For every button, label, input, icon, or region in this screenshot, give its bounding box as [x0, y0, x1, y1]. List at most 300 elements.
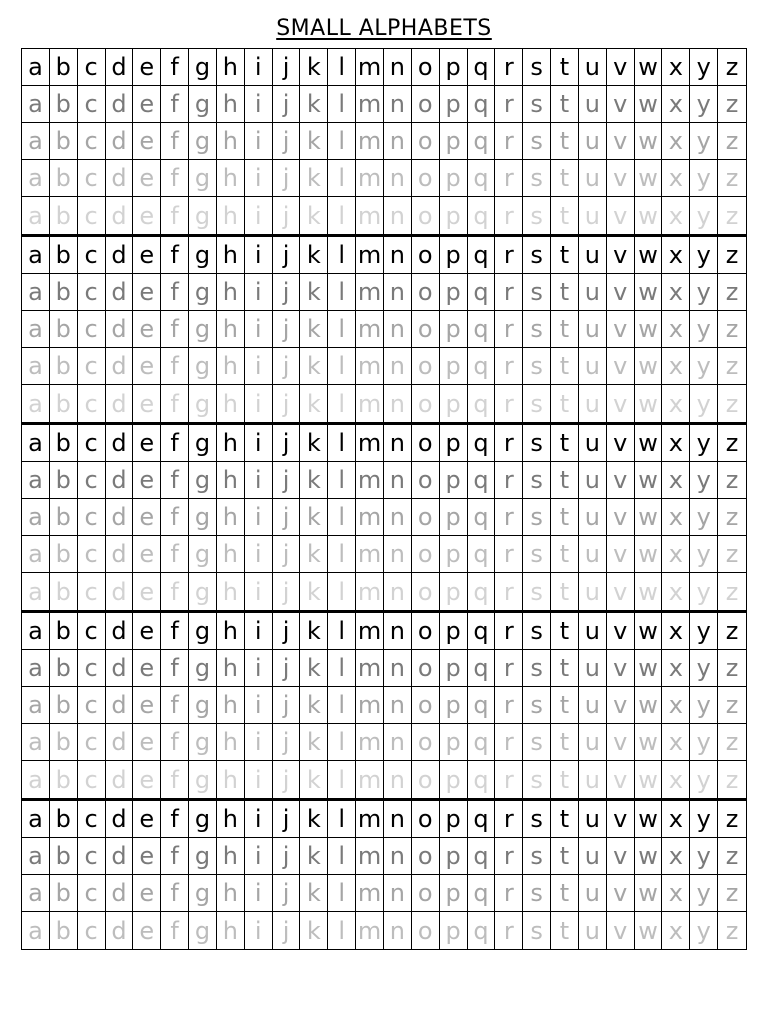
letter-cell-d: d	[106, 912, 134, 949]
letter-cell-i: i	[245, 650, 273, 686]
letter-cell-d: d	[106, 536, 134, 572]
letter-cell-w: w	[635, 875, 663, 911]
letter-cell-o: o	[412, 425, 440, 461]
letter-cell-i: i	[245, 49, 273, 85]
letter-cell-l: l	[328, 912, 356, 949]
letter-cell-d: d	[106, 237, 134, 273]
letter-cell-g: g	[189, 49, 217, 85]
letter-cell-d: d	[106, 274, 134, 310]
letter-cell-z: z	[725, 201, 739, 230]
letter-cell-d: d	[106, 724, 134, 760]
letter-cell-v: v	[607, 801, 635, 837]
letter-cell-l: l	[328, 49, 356, 85]
letter-cell-d: d	[106, 348, 134, 384]
letter-cell-x: x	[662, 348, 690, 384]
letter-cell-f: f	[161, 536, 189, 572]
letter-cell-r: r	[495, 274, 523, 310]
letter-cell-b: b	[50, 801, 78, 837]
letter-cell-k: k	[300, 197, 328, 234]
letter-cell-u: u	[579, 613, 607, 649]
letter-cell-v: v	[607, 311, 635, 347]
letter-cell-f: f	[161, 237, 189, 273]
letter-cell-q: q	[468, 274, 496, 310]
letter-cell-b: b	[50, 875, 78, 911]
letter-cell-y: y	[690, 385, 718, 422]
letter-cell-b: b	[50, 687, 78, 723]
letter-cell-f: f	[161, 838, 189, 874]
letter-cell-w: w	[635, 311, 663, 347]
letter-cell-u: u	[579, 86, 607, 122]
practice-block	[22, 611, 746, 799]
alphabet-row-solid	[22, 237, 746, 274]
letter-cell-d: d	[106, 613, 134, 649]
letter-cell-d: d	[106, 123, 134, 159]
letter-cell-j: j	[273, 499, 301, 535]
letter-cell-x: x	[662, 462, 690, 498]
letter-cell-d: d	[106, 197, 134, 234]
letter-cell-n: n	[384, 237, 412, 273]
letter-cell-w: w	[635, 912, 663, 949]
letter-cell-a: a	[22, 348, 50, 384]
letter-cell-q: q	[468, 650, 496, 686]
letter-cell-z: z	[725, 654, 739, 682]
letter-cell-m: m	[356, 912, 384, 949]
letter-cell-h: h	[217, 160, 245, 196]
letter-cell-v: v	[607, 86, 635, 122]
letter-cell-f: f	[161, 160, 189, 196]
letter-cell-s: s	[523, 274, 551, 310]
letter-cell-u: u	[579, 425, 607, 461]
letter-cell-t: t	[551, 761, 579, 798]
letter-cell-z: z	[725, 352, 739, 380]
letter-cell-o: o	[412, 237, 440, 273]
letter-cell-e: e	[133, 274, 161, 310]
letter-cell-q: q	[468, 123, 496, 159]
letter-cell-h: h	[217, 237, 245, 273]
letter-cell-i: i	[245, 724, 273, 760]
letter-cell-c: c	[78, 912, 106, 949]
letter-cell-p: p	[440, 875, 468, 911]
letter-cell-m: m	[356, 536, 384, 572]
letter-cell-j: j	[273, 160, 301, 196]
letter-cell-b: b	[50, 650, 78, 686]
letter-cell-y: y	[690, 462, 718, 498]
practice-block	[22, 235, 746, 423]
letter-cell-n: n	[384, 86, 412, 122]
letter-cell-a: a	[22, 425, 50, 461]
letter-cell-n: n	[384, 49, 412, 85]
letter-cell-m: m	[356, 687, 384, 723]
letter-cell-b: b	[50, 499, 78, 535]
letter-cell-p: p	[440, 499, 468, 535]
letter-cell-b: b	[50, 197, 78, 234]
letter-cell-o: o	[412, 573, 440, 610]
letter-cell-e: e	[133, 462, 161, 498]
letter-cell-b: b	[50, 536, 78, 572]
letter-cell-n: n	[384, 385, 412, 422]
letter-cell-c: c	[78, 801, 106, 837]
letter-cell-m: m	[356, 801, 384, 837]
letter-cell-z: z	[725, 879, 739, 907]
letter-cell-m: m	[356, 160, 384, 196]
letter-cell-e: e	[133, 838, 161, 874]
alphabet-practice-grid	[21, 48, 747, 950]
letter-cell-b: b	[50, 912, 78, 949]
letter-cell-q: q	[468, 613, 496, 649]
letter-cell-n: n	[384, 425, 412, 461]
letter-cell-j: j	[273, 650, 301, 686]
letter-cell-a: a	[22, 311, 50, 347]
letter-cell-q: q	[468, 348, 496, 384]
letter-cell-v: v	[607, 912, 635, 949]
letter-cell-h: h	[217, 875, 245, 911]
letter-cell-i: i	[245, 197, 273, 234]
letter-cell-x: x	[662, 613, 690, 649]
letter-cell-c: c	[78, 875, 106, 911]
letter-cell-s: s	[523, 761, 551, 798]
letter-cell-o: o	[412, 197, 440, 234]
letter-cell-s: s	[523, 123, 551, 159]
letter-cell-x: x	[662, 385, 690, 422]
letter-cell-z: z	[725, 617, 739, 645]
letter-cell-p: p	[440, 573, 468, 610]
letter-cell-z: z	[725, 842, 739, 870]
letter-cell-q: q	[468, 311, 496, 347]
letter-cell-g: g	[189, 462, 217, 498]
letter-cell-x: x	[662, 86, 690, 122]
letter-cell-n: n	[384, 801, 412, 837]
letter-cell-w: w	[635, 86, 663, 122]
letter-cell-l: l	[328, 650, 356, 686]
letter-cell-v: v	[607, 160, 635, 196]
letter-cell-w: w	[635, 613, 663, 649]
letter-cell-l: l	[328, 724, 356, 760]
letter-cell-d: d	[106, 650, 134, 686]
letter-cell-j: j	[273, 425, 301, 461]
letter-cell-g: g	[189, 197, 217, 234]
letter-cell-c: c	[78, 49, 106, 85]
letter-cell-a: a	[22, 462, 50, 498]
letter-cell-o: o	[412, 724, 440, 760]
letter-cell-a: a	[22, 197, 50, 234]
letter-cell-j: j	[273, 462, 301, 498]
letter-cell-r: r	[495, 912, 523, 949]
letter-cell-s: s	[523, 536, 551, 572]
letter-cell-l: l	[328, 838, 356, 874]
letter-cell-n: n	[384, 160, 412, 196]
letter-cell-d: d	[106, 86, 134, 122]
letter-cell-j: j	[273, 801, 301, 837]
letter-cell-w: w	[635, 499, 663, 535]
letter-cell-h: h	[217, 687, 245, 723]
letter-cell-g: g	[189, 425, 217, 461]
letter-cell-x: x	[662, 160, 690, 196]
letter-cell-g: g	[189, 724, 217, 760]
letter-cell-e: e	[133, 801, 161, 837]
letter-cell-y: y	[690, 801, 718, 837]
letter-cell-a: a	[22, 123, 50, 159]
letter-cell-e: e	[133, 912, 161, 949]
letter-cell-e: e	[133, 613, 161, 649]
letter-cell-e: e	[133, 724, 161, 760]
letter-cell-u: u	[579, 123, 607, 159]
letter-cell-r: r	[495, 86, 523, 122]
letter-cell-z: z	[725, 278, 739, 306]
letter-cell-c: c	[78, 499, 106, 535]
letter-cell-j: j	[273, 687, 301, 723]
letter-cell-x: x	[662, 49, 690, 85]
letter-cell-y: y	[690, 761, 718, 798]
alphabet-row-trace	[22, 573, 746, 610]
letter-cell-q: q	[468, 573, 496, 610]
letter-cell-v: v	[607, 425, 635, 461]
letter-cell-s: s	[523, 650, 551, 686]
letter-cell-g: g	[189, 650, 217, 686]
letter-cell-u: u	[579, 573, 607, 610]
letter-cell-w: w	[635, 274, 663, 310]
letter-cell-j: j	[273, 311, 301, 347]
letter-cell-s: s	[523, 724, 551, 760]
letter-cell-u: u	[579, 237, 607, 273]
letter-cell-e: e	[133, 536, 161, 572]
letter-cell-e: e	[133, 499, 161, 535]
letter-cell-m: m	[356, 761, 384, 798]
letter-cell-b: b	[50, 385, 78, 422]
letter-cell-u: u	[579, 912, 607, 949]
letter-cell-n: n	[384, 650, 412, 686]
letter-cell-s: s	[523, 197, 551, 234]
letter-cell-l: l	[328, 499, 356, 535]
letter-cell-w: w	[635, 123, 663, 159]
letter-cell-c: c	[78, 160, 106, 196]
letter-cell-e: e	[133, 311, 161, 347]
letter-cell-f: f	[161, 274, 189, 310]
letter-cell-p: p	[440, 348, 468, 384]
letter-cell-q: q	[468, 86, 496, 122]
letter-cell-i: i	[245, 425, 273, 461]
letter-cell-c: c	[78, 462, 106, 498]
letter-cell-z: z	[725, 90, 739, 118]
letter-cell-w: w	[635, 385, 663, 422]
letter-cell-s: s	[523, 613, 551, 649]
alphabet-row-trace	[22, 86, 746, 123]
letter-cell-j: j	[273, 123, 301, 159]
letter-cell-a: a	[22, 761, 50, 798]
letter-cell-d: d	[106, 311, 134, 347]
letter-cell-i: i	[245, 912, 273, 949]
letter-cell-f: f	[161, 123, 189, 159]
letter-cell-f: f	[161, 86, 189, 122]
letter-cell-k: k	[300, 237, 328, 273]
letter-cell-l: l	[328, 875, 356, 911]
letter-cell-x: x	[662, 197, 690, 234]
letter-cell-x: x	[662, 838, 690, 874]
letter-cell-r: r	[495, 761, 523, 798]
letter-cell-l: l	[328, 197, 356, 234]
letter-cell-z: z	[725, 466, 739, 494]
letter-cell-i: i	[245, 348, 273, 384]
letter-cell-f: f	[161, 650, 189, 686]
letter-cell-k: k	[300, 912, 328, 949]
letter-cell-x: x	[662, 724, 690, 760]
letter-cell-i: i	[245, 613, 273, 649]
letter-cell-w: w	[635, 425, 663, 461]
letter-cell-j: j	[273, 761, 301, 798]
letter-cell-x: x	[662, 875, 690, 911]
letter-cell-o: o	[412, 801, 440, 837]
letter-cell-m: m	[356, 650, 384, 686]
letter-cell-q: q	[468, 49, 496, 85]
letter-cell-h: h	[217, 123, 245, 159]
alphabet-row-trace	[22, 761, 746, 798]
letter-cell-p: p	[440, 311, 468, 347]
letter-cell-g: g	[189, 875, 217, 911]
letter-cell-p: p	[440, 160, 468, 196]
letter-cell-n: n	[384, 761, 412, 798]
letter-cell-e: e	[133, 687, 161, 723]
letter-cell-t: t	[551, 724, 579, 760]
alphabet-row-solid	[22, 613, 746, 650]
letter-cell-z: z	[725, 429, 739, 457]
letter-cell-b: b	[50, 49, 78, 85]
letter-cell-q: q	[468, 875, 496, 911]
letter-cell-p: p	[440, 425, 468, 461]
letter-cell-d: d	[106, 573, 134, 610]
letter-cell-r: r	[495, 123, 523, 159]
letter-cell-i: i	[245, 761, 273, 798]
letter-cell-c: c	[78, 385, 106, 422]
letter-cell-a: a	[22, 613, 50, 649]
letter-cell-h: h	[217, 912, 245, 949]
letter-cell-k: k	[300, 274, 328, 310]
letter-cell-g: g	[189, 86, 217, 122]
letter-cell-v: v	[607, 536, 635, 572]
letter-cell-w: w	[635, 536, 663, 572]
letter-cell-j: j	[273, 875, 301, 911]
letter-cell-j: j	[273, 912, 301, 949]
letter-cell-y: y	[690, 348, 718, 384]
letter-cell-c: c	[78, 761, 106, 798]
letter-cell-d: d	[106, 160, 134, 196]
letter-cell-b: b	[50, 274, 78, 310]
letter-cell-r: r	[495, 197, 523, 234]
letter-cell-v: v	[607, 613, 635, 649]
letter-cell-x: x	[662, 912, 690, 949]
letter-cell-u: u	[579, 197, 607, 234]
letter-cell-q: q	[468, 499, 496, 535]
alphabet-row-trace	[22, 499, 746, 536]
letter-cell-t: t	[551, 274, 579, 310]
letter-cell-c: c	[78, 724, 106, 760]
letter-cell-r: r	[495, 838, 523, 874]
letter-cell-m: m	[356, 613, 384, 649]
letter-cell-g: g	[189, 801, 217, 837]
letter-cell-i: i	[245, 499, 273, 535]
letter-cell-j: j	[273, 348, 301, 384]
letter-cell-v: v	[607, 650, 635, 686]
letter-cell-t: t	[551, 536, 579, 572]
letter-cell-l: l	[328, 573, 356, 610]
letter-cell-j: j	[273, 237, 301, 273]
letter-cell-b: b	[50, 123, 78, 159]
letter-cell-e: e	[133, 348, 161, 384]
letter-cell-y: y	[690, 724, 718, 760]
letter-cell-k: k	[300, 86, 328, 122]
letter-cell-v: v	[607, 573, 635, 610]
letter-cell-m: m	[356, 724, 384, 760]
letter-cell-k: k	[300, 761, 328, 798]
letter-cell-d: d	[106, 687, 134, 723]
letter-cell-z: z	[725, 315, 739, 343]
letter-cell-h: h	[217, 311, 245, 347]
letter-cell-c: c	[78, 311, 106, 347]
letter-cell-k: k	[300, 838, 328, 874]
letter-cell-u: u	[579, 49, 607, 85]
letter-cell-m: m	[356, 49, 384, 85]
letter-cell-x: x	[662, 573, 690, 610]
letter-cell-v: v	[607, 687, 635, 723]
letter-cell-c: c	[78, 237, 106, 273]
letter-cell-i: i	[245, 875, 273, 911]
letter-cell-j: j	[273, 613, 301, 649]
letter-cell-r: r	[495, 724, 523, 760]
letter-cell-n: n	[384, 536, 412, 572]
practice-block	[22, 799, 746, 949]
letter-cell-b: b	[50, 425, 78, 461]
letter-cell-y: y	[690, 160, 718, 196]
letter-cell-i: i	[245, 237, 273, 273]
letter-cell-b: b	[50, 724, 78, 760]
letter-cell-t: t	[551, 499, 579, 535]
letter-cell-u: u	[579, 650, 607, 686]
letter-cell-c: c	[78, 86, 106, 122]
letter-cell-s: s	[523, 687, 551, 723]
letter-cell-o: o	[412, 274, 440, 310]
letter-cell-m: m	[356, 311, 384, 347]
letter-cell-p: p	[440, 613, 468, 649]
letter-cell-p: p	[440, 724, 468, 760]
letter-cell-f: f	[161, 462, 189, 498]
letter-cell-f: f	[161, 573, 189, 610]
letter-cell-m: m	[356, 573, 384, 610]
letter-cell-z: z	[725, 805, 739, 833]
letter-cell-l: l	[328, 274, 356, 310]
letter-cell-y: y	[690, 613, 718, 649]
letter-cell-c: c	[78, 536, 106, 572]
letter-cell-z: z	[725, 765, 739, 794]
letter-cell-a: a	[22, 724, 50, 760]
alphabet-row-trace	[22, 536, 746, 573]
alphabet-row-trace	[22, 385, 746, 422]
letter-cell-h: h	[217, 801, 245, 837]
alphabet-row-trace	[22, 123, 746, 160]
letter-cell-z: z	[725, 164, 739, 192]
letter-cell-a: a	[22, 499, 50, 535]
letter-cell-m: m	[356, 86, 384, 122]
letter-cell-o: o	[412, 499, 440, 535]
letter-cell-z: z	[725, 691, 739, 719]
letter-cell-o: o	[412, 462, 440, 498]
letter-cell-e: e	[133, 875, 161, 911]
letter-cell-k: k	[300, 160, 328, 196]
letter-cell-v: v	[607, 237, 635, 273]
letter-cell-o: o	[412, 912, 440, 949]
letter-cell-j: j	[273, 573, 301, 610]
page-title: SMALL ALPHABETS	[276, 16, 492, 41]
letter-cell-q: q	[468, 724, 496, 760]
letter-cell-n: n	[384, 912, 412, 949]
letter-cell-j: j	[273, 838, 301, 874]
